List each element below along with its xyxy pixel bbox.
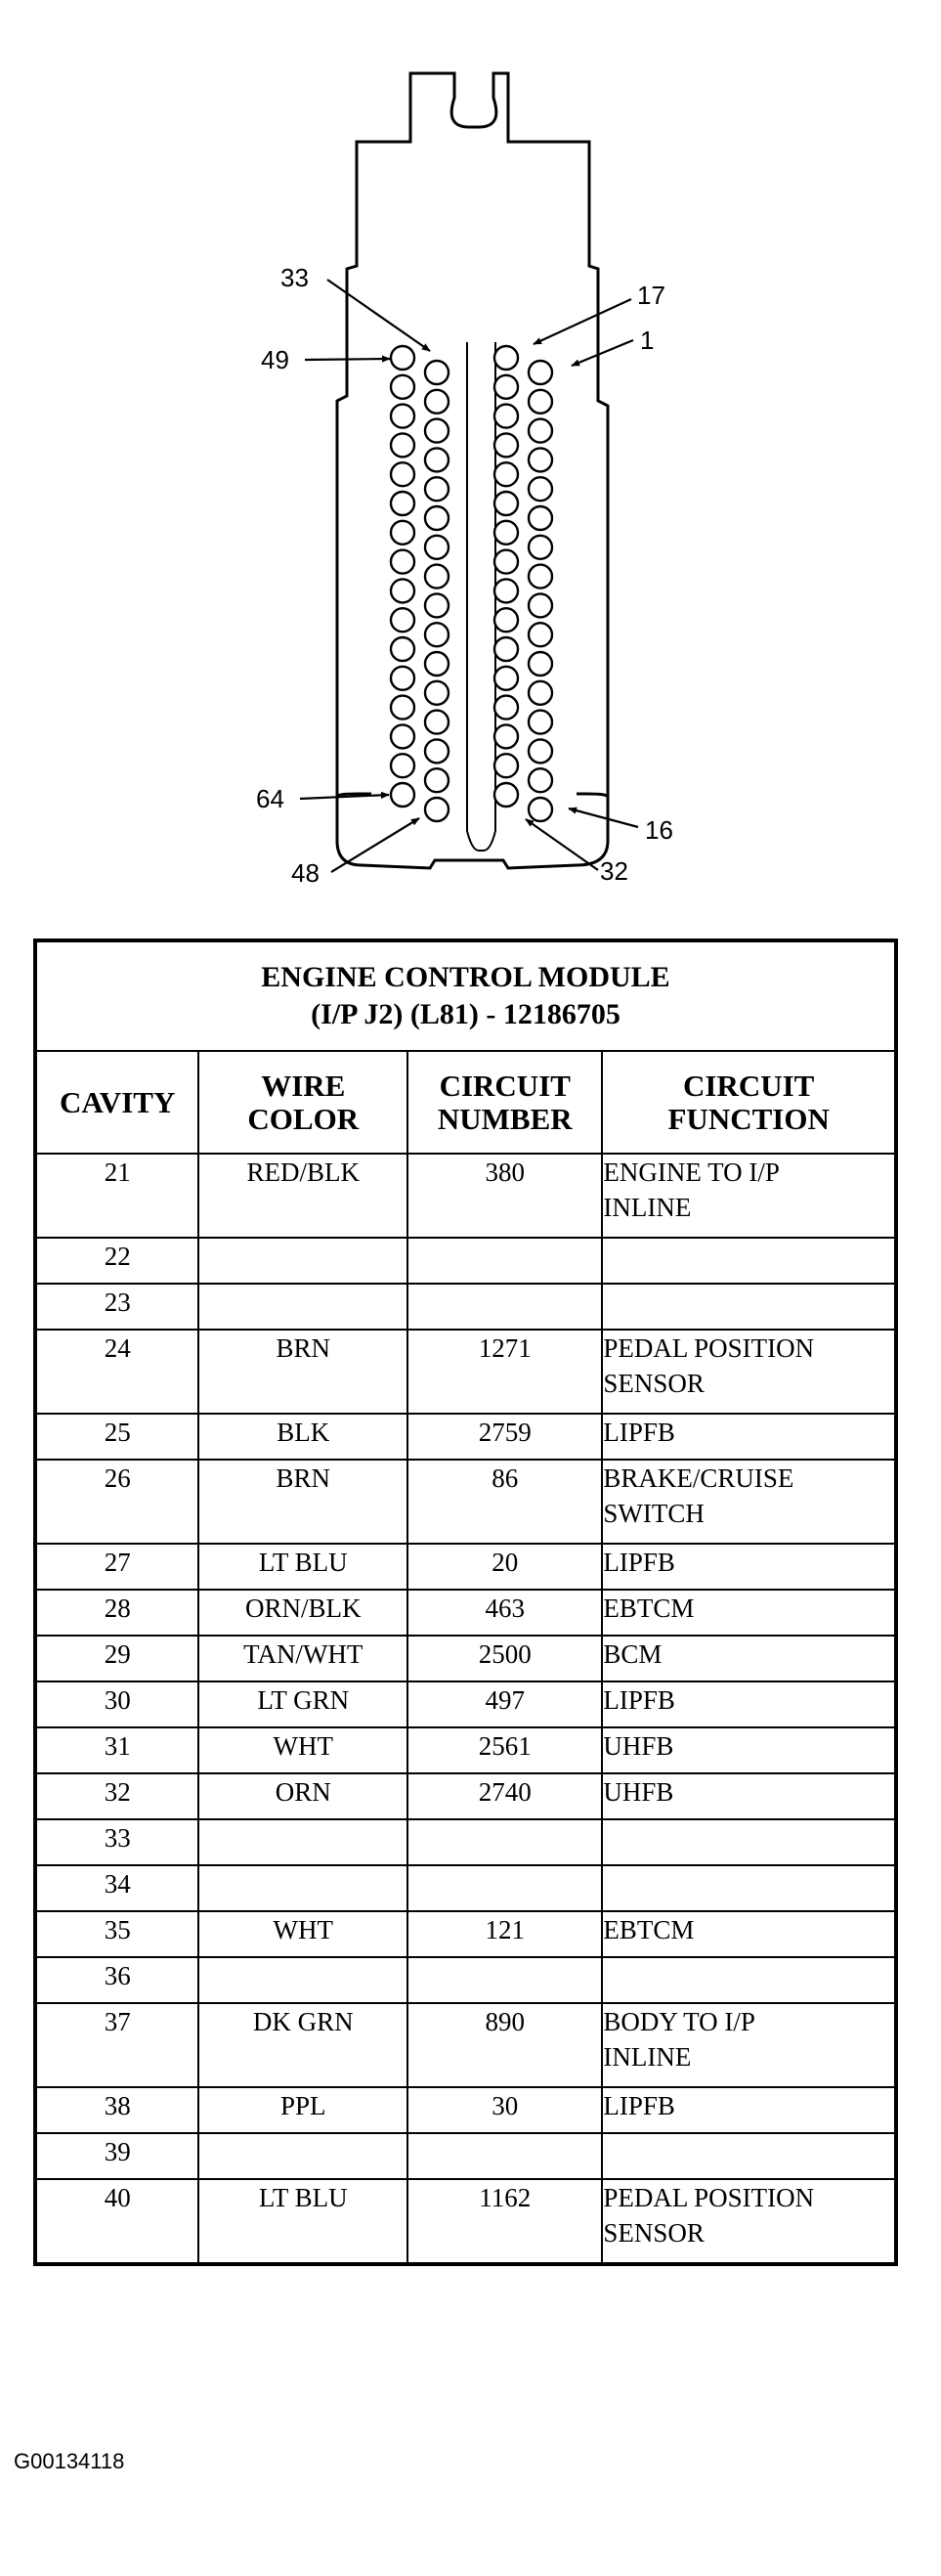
cell-circuit-number (407, 1284, 602, 1330)
cell-wire-color: ORN (198, 1773, 407, 1819)
cell-circuit-function (602, 1957, 896, 2003)
pin-cavity (494, 550, 518, 574)
cell-circuit-function (602, 2003, 896, 2087)
cell-circuit-function (602, 1681, 896, 1727)
pin-cavity (529, 681, 552, 705)
pin-label-33: 33 (280, 263, 309, 292)
table-body (35, 1154, 896, 2264)
pin-cavity (391, 696, 414, 720)
table-row (35, 1414, 896, 1460)
pin-label-17: 17 (637, 281, 665, 310)
table-row (35, 1636, 896, 1681)
table-row (35, 1544, 896, 1590)
table-row (35, 1590, 896, 1636)
pin-array (391, 346, 552, 821)
pin-cavity (529, 798, 552, 821)
header-circuit-function-l1: CIRCUIT (683, 1068, 815, 1103)
cell-wire-color: LT GRN (198, 1681, 407, 1727)
cell-circuit-number: 2561 (407, 1727, 602, 1773)
cell-circuit-number: 1271 (407, 1330, 602, 1414)
cell-wire-color: BRN (198, 1330, 407, 1414)
pin-cavity (529, 768, 552, 792)
pin-label-49: 49 (261, 345, 289, 374)
cell-wire-color (198, 1284, 407, 1330)
cell-wire-color: PPL (198, 2087, 407, 2133)
function-line1: PEDAL POSITION (603, 1333, 815, 1363)
function-line1: LIPFB (603, 1685, 675, 1715)
pin-cavity (529, 739, 552, 763)
pin-cavity (391, 405, 414, 428)
pin-cavity (425, 739, 449, 763)
pin-label-32: 32 (600, 856, 628, 886)
cell-wire-color: LT BLU (198, 2179, 407, 2264)
pin-cavity (529, 390, 552, 414)
pin-cavity (425, 390, 449, 414)
pin-cavity (529, 565, 552, 589)
function-line1: LIPFB (603, 2091, 675, 2120)
cell-circuit-function (602, 1773, 896, 1819)
cell-wire-color (198, 1865, 407, 1911)
cell-wire-color: WHT (198, 1911, 407, 1957)
pin-cavity (494, 433, 518, 457)
table-row (35, 2179, 896, 2264)
cell-circuit-number: 121 (407, 1911, 602, 1957)
cell-cavity: 34 (35, 1865, 198, 1911)
cell-circuit-number: 463 (407, 1590, 602, 1636)
pin-cavity (391, 608, 414, 632)
cell-cavity: 36 (35, 1957, 198, 2003)
table-row (35, 1284, 896, 1330)
cell-cavity: 27 (35, 1544, 198, 1590)
pin-cavity (494, 667, 518, 690)
function-line2: SENSOR (603, 2218, 705, 2248)
cell-wire-color: DK GRN (198, 2003, 407, 2087)
cell-circuit-number: 380 (407, 1154, 602, 1238)
pin-cavity (391, 579, 414, 602)
pin-label-1: 1 (640, 326, 655, 355)
cell-circuit-number: 2500 (407, 1636, 602, 1681)
header-circuit-number-l2: NUMBER (437, 1101, 573, 1136)
pin-cavity (529, 419, 552, 443)
function-line1: BCM (603, 1639, 663, 1669)
function-line1: PEDAL POSITION (603, 2183, 815, 2212)
ecm-cavity-table (33, 939, 898, 2266)
figure-code: G00134118 (14, 2449, 125, 2473)
table-row (35, 1238, 896, 1284)
cell-circuit-number: 86 (407, 1460, 602, 1544)
pin-cavity (391, 550, 414, 574)
pin-cavity (425, 768, 449, 792)
pin-cavity (529, 536, 552, 559)
cell-circuit-function (602, 2133, 896, 2179)
header-circuit-function (602, 1051, 896, 1154)
cell-wire-color (198, 1957, 407, 2003)
pin-cavity (529, 477, 552, 501)
function-line1: EBTCM (603, 1915, 695, 1944)
table-row (35, 1819, 896, 1865)
pin-cavity (391, 346, 414, 370)
center-slot (467, 342, 495, 851)
header-wire-color-l1: WIRE (261, 1068, 346, 1103)
pin-label-48: 48 (291, 858, 320, 888)
function-line1: BODY TO I/P (603, 2007, 755, 2036)
pin-cavity (425, 623, 449, 646)
cell-circuit-function (602, 1284, 896, 1330)
cell-cavity: 24 (35, 1330, 198, 1414)
table-row (35, 1460, 896, 1544)
function-line2: SENSOR (603, 1369, 705, 1398)
pin-cavity (494, 346, 518, 370)
pin-cavity (529, 361, 552, 384)
header-wire-color-l2: COLOR (247, 1101, 360, 1136)
header-circuit-number (407, 1051, 602, 1154)
pin-cavity (494, 579, 518, 602)
pin-cavity (391, 724, 414, 748)
cell-circuit-number: 890 (407, 2003, 602, 2087)
cell-circuit-function (602, 1460, 896, 1544)
table-row (35, 2003, 896, 2087)
pin-arrows (300, 280, 638, 872)
pin-cavity (391, 462, 414, 486)
pin-cavity (529, 448, 552, 471)
pin-cavity (391, 754, 414, 777)
table-row (35, 2087, 896, 2133)
function-line1: EBTCM (603, 1594, 695, 1623)
table-row (35, 1773, 896, 1819)
pin-cavity (494, 492, 518, 515)
cell-cavity: 29 (35, 1636, 198, 1681)
table-title (35, 940, 896, 1051)
function-line1: LIPFB (603, 1418, 675, 1447)
function-line2: INLINE (603, 1193, 692, 1222)
pin-cavity (425, 361, 449, 384)
pin-cavity (425, 652, 449, 676)
table-row (35, 1865, 896, 1911)
cell-cavity: 22 (35, 1238, 198, 1284)
header-cavity-text: CAVITY (60, 1084, 176, 1119)
cell-cavity: 33 (35, 1819, 198, 1865)
pin-cavity (425, 711, 449, 734)
pin-cavity (494, 696, 518, 720)
cell-circuit-function (602, 1636, 896, 1681)
pin-cavity (425, 419, 449, 443)
cell-cavity: 23 (35, 1284, 198, 1330)
cell-circuit-function (602, 1590, 896, 1636)
pin-cavity (391, 637, 414, 661)
cell-circuit-number: 2740 (407, 1773, 602, 1819)
cell-cavity: 26 (35, 1460, 198, 1544)
cell-wire-color: ORN/BLK (198, 1590, 407, 1636)
cell-wire-color: TAN/WHT (198, 1636, 407, 1681)
connector-housing (337, 73, 608, 868)
pin-cavity (425, 565, 449, 589)
function-line1: ENGINE TO I/P (603, 1157, 780, 1187)
table-row (35, 1911, 896, 1957)
pin-cavity (425, 681, 449, 705)
cell-cavity: 35 (35, 1911, 198, 1957)
cell-circuit-function (602, 1154, 896, 1238)
table-title-line1: ENGINE CONTROL MODULE (261, 961, 670, 993)
pin-label-64: 64 (256, 784, 284, 813)
pin-cavity (494, 754, 518, 777)
cell-circuit-function (602, 1238, 896, 1284)
pin-cavity (529, 623, 552, 646)
pin-cavity (529, 652, 552, 676)
pin-cavity (494, 783, 518, 807)
header-wire-color (198, 1051, 407, 1154)
function-line1: UHFB (603, 1777, 674, 1807)
cell-circuit-number: 1162 (407, 2179, 602, 2264)
cell-circuit-function (602, 1414, 896, 1460)
pin-cavity (425, 536, 449, 559)
cell-circuit-function (602, 1330, 896, 1414)
cell-circuit-number: 497 (407, 1681, 602, 1727)
pin-cavity (391, 433, 414, 457)
header-circuit-function-l2: FUNCTION (667, 1101, 830, 1136)
pin-cavity (529, 711, 552, 734)
cell-circuit-number (407, 1819, 602, 1865)
cell-circuit-function (602, 1819, 896, 1865)
pin-cavity (529, 506, 552, 530)
cell-circuit-number (407, 1238, 602, 1284)
pin-cavity (494, 375, 518, 399)
cell-circuit-function (602, 1865, 896, 1911)
pin-cavity (391, 521, 414, 545)
cell-circuit-function (602, 1544, 896, 1590)
cell-circuit-number (407, 1957, 602, 2003)
cell-cavity: 32 (35, 1773, 198, 1819)
pin-cavity (425, 798, 449, 821)
pin-cavity (494, 462, 518, 486)
cell-wire-color: RED/BLK (198, 1154, 407, 1238)
cell-circuit-number (407, 1865, 602, 1911)
pin-cavity (425, 593, 449, 617)
cell-wire-color (198, 1819, 407, 1865)
pin-label-16: 16 (645, 815, 673, 845)
cell-circuit-function (602, 2087, 896, 2133)
function-line2: INLINE (603, 2042, 692, 2072)
pin-cavity (529, 593, 552, 617)
pin-cavity (494, 724, 518, 748)
pin-cavity (494, 405, 518, 428)
cell-cavity: 21 (35, 1154, 198, 1238)
table-row (35, 1681, 896, 1727)
cell-wire-color: WHT (198, 1727, 407, 1773)
pin-cavity (425, 448, 449, 471)
cell-cavity: 38 (35, 2087, 198, 2133)
cell-cavity: 37 (35, 2003, 198, 2087)
cell-circuit-number (407, 2133, 602, 2179)
table-row (35, 1330, 896, 1414)
cell-cavity: 30 (35, 1681, 198, 1727)
table-row (35, 1727, 896, 1773)
function-line1: UHFB (603, 1731, 674, 1761)
table-row (35, 1957, 896, 2003)
cell-cavity: 31 (35, 1727, 198, 1773)
cell-circuit-function (602, 1727, 896, 1773)
pin-cavity (391, 375, 414, 399)
cell-circuit-function (602, 2179, 896, 2264)
function-line1: LIPFB (603, 1548, 675, 1577)
header-circuit-number-l1: CIRCUIT (439, 1068, 571, 1103)
cell-wire-color (198, 1238, 407, 1284)
cell-circuit-function (602, 1911, 896, 1957)
function-line2: SWITCH (603, 1499, 705, 1528)
cell-cavity: 28 (35, 1590, 198, 1636)
table-row (35, 1154, 896, 1238)
table-title-line2: (I/P J2) (L81) - 12186705 (311, 998, 620, 1030)
cell-cavity: 40 (35, 2179, 198, 2264)
function-line1: BRAKE/CRUISE (603, 1463, 794, 1493)
cell-circuit-number: 20 (407, 1544, 602, 1590)
pin-cavity (494, 608, 518, 632)
cell-cavity: 39 (35, 2133, 198, 2179)
cell-wire-color: LT BLU (198, 1544, 407, 1590)
table-row (35, 2133, 896, 2179)
cell-circuit-number: 2759 (407, 1414, 602, 1460)
pin-cavity (391, 667, 414, 690)
pin-cavity (425, 477, 449, 501)
cell-wire-color: BLK (198, 1414, 407, 1460)
cell-wire-color: BRN (198, 1460, 407, 1544)
cell-cavity: 25 (35, 1414, 198, 1460)
connector-diagram (0, 0, 941, 909)
cell-circuit-number: 30 (407, 2087, 602, 2133)
pin-cavity (391, 783, 414, 807)
header-cavity (35, 1051, 198, 1154)
pin-cavity (425, 506, 449, 530)
pin-cavity (494, 637, 518, 661)
pin-cavity (494, 521, 518, 545)
cell-wire-color (198, 2133, 407, 2179)
pin-cavity (391, 492, 414, 515)
